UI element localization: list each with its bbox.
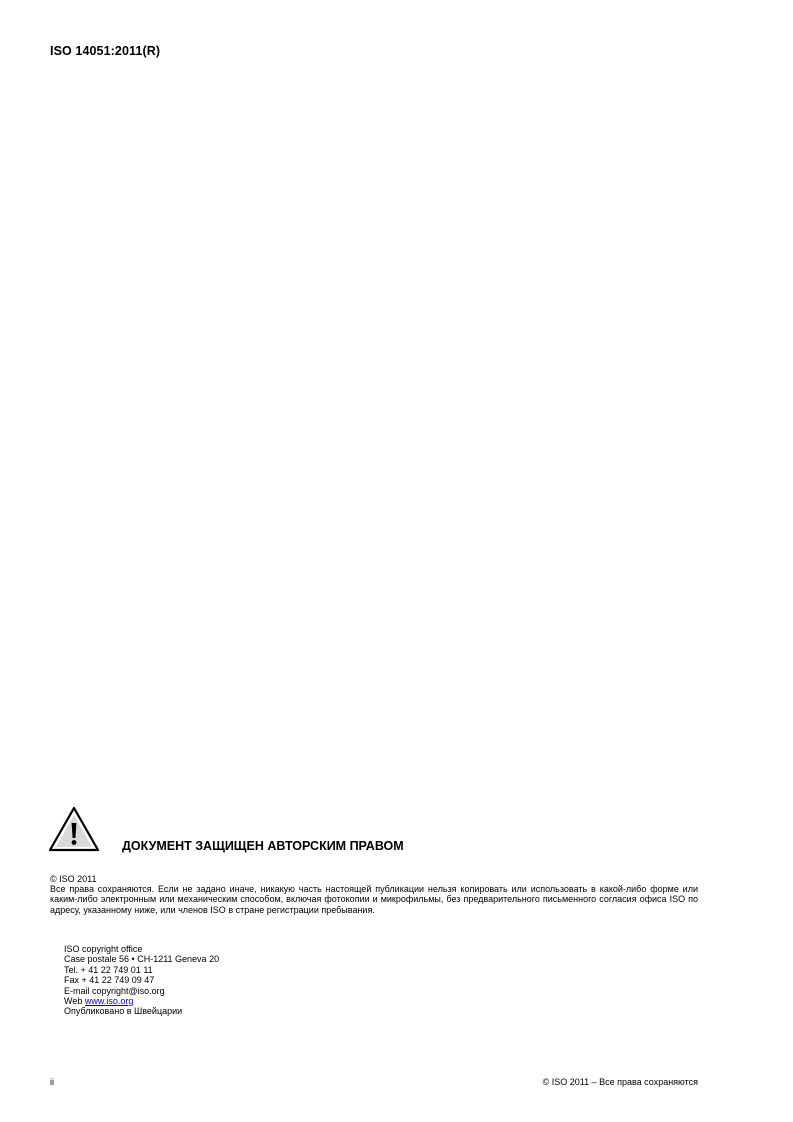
fax: Fax + 41 22 749 09 47 [64, 975, 155, 986]
address-block [64, 944, 219, 1017]
telephone: Tel. + 41 22 749 01 11 [64, 964, 153, 975]
office-name: ISO copyright office [64, 944, 143, 954]
email: E-mail copyright@iso.org [64, 985, 165, 996]
document-id: ISO 14051:2011(R) [50, 44, 161, 58]
page-number: ii [50, 1077, 54, 1087]
web-link[interactable]: www.iso.org [84, 996, 134, 1007]
postal-address: Case postale 56 • CH-1211 Geneva 20 [64, 954, 220, 965]
footer-rights: © ISO 2011 – Все права сохраняются [542, 1077, 698, 1087]
copyright-heading: ДОКУМЕНТ ЗАЩИЩЕН АВТОРСКИМ ПРАВОМ [122, 839, 404, 853]
copyright-line: © ISO 2011 [50, 874, 97, 884]
web-label: Web [64, 996, 85, 1007]
web-line [64, 996, 219, 1006]
rights-text: Все права сохраняются. Если не задано иначе, никакую часть настоящей публикации нельзя копировать или использовать в какой-либо форме или каким-либо электронным или механическим способом, включая фотокопии и микрофильмы, без предварительного письменного согласия офиса ISO по адресу, указанному ниже, или членов ISO в стране регистрации пребывания. [50, 884, 698, 915]
warning-triangle-icon [48, 806, 100, 852]
published-in: Опубликовано в Швейцарии [64, 1006, 183, 1017]
